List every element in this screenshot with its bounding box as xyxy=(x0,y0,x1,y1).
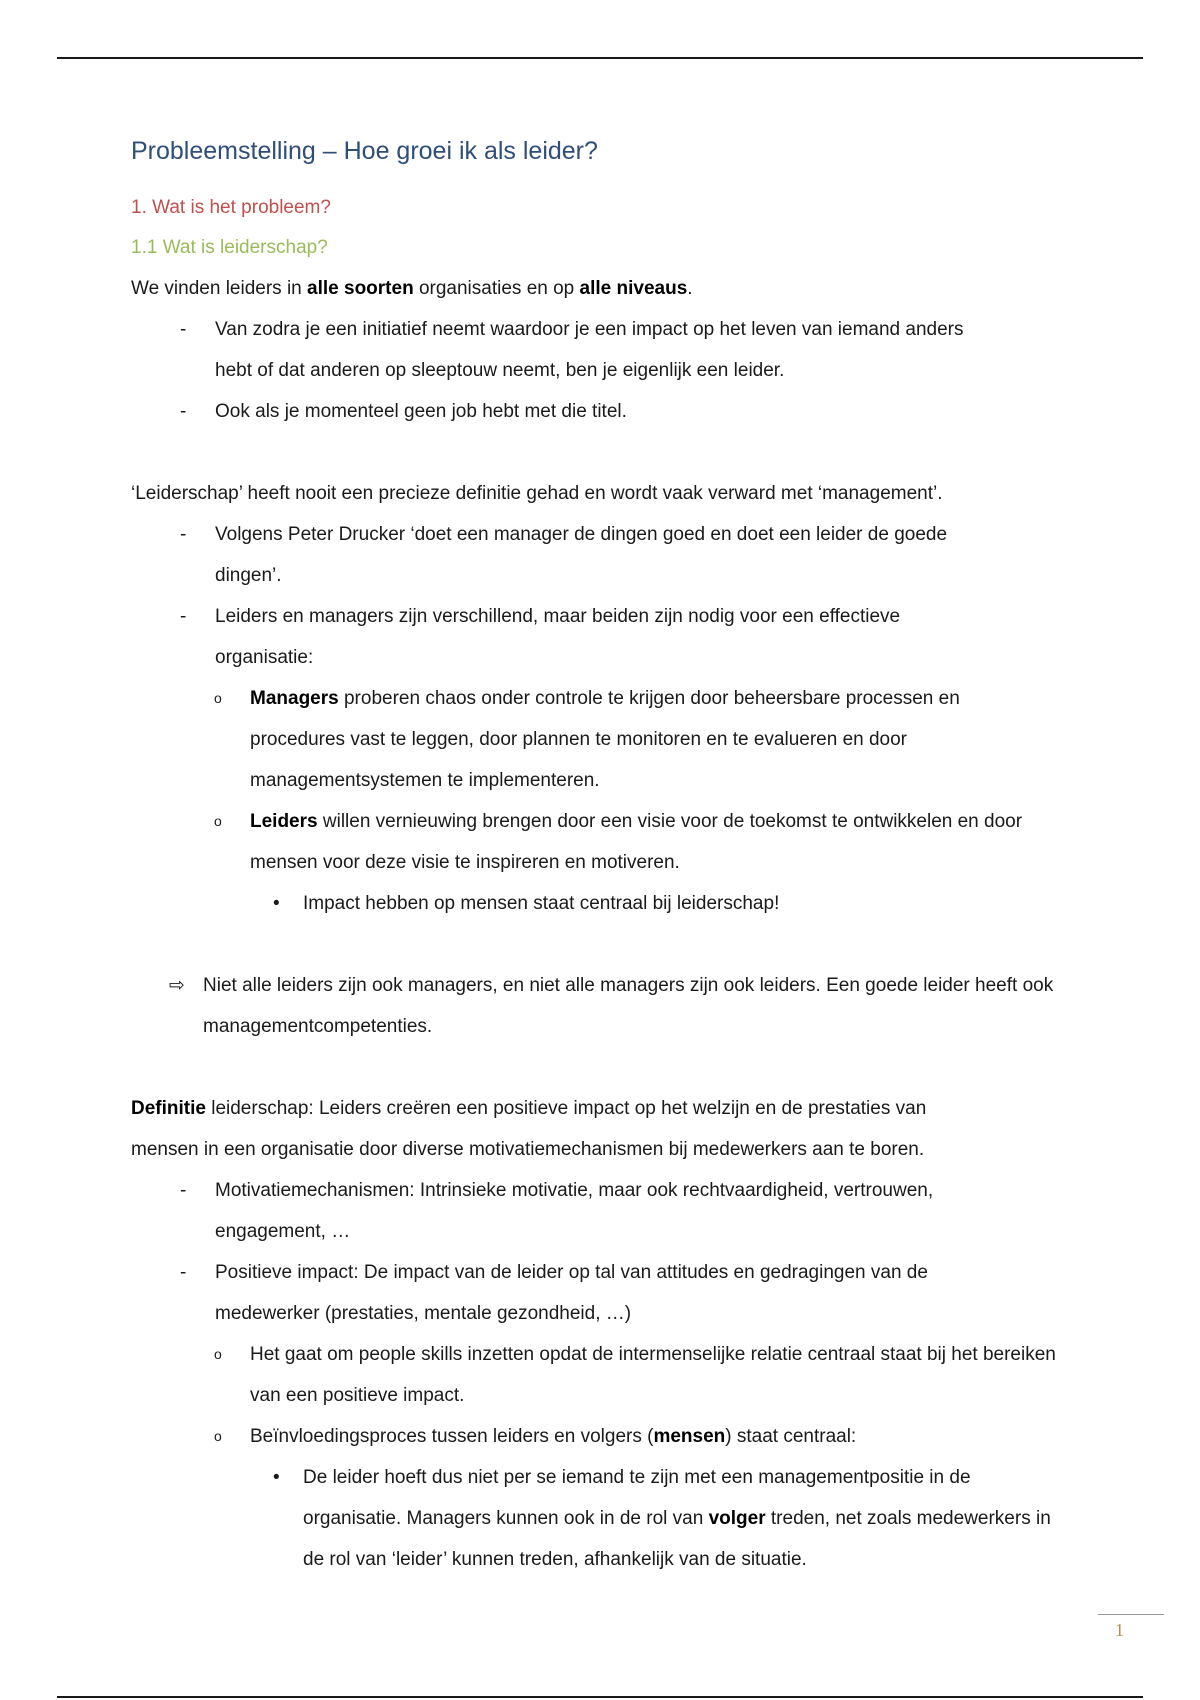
text-run: treden, net zoals medewerkers in de rol van ‘leider’ kunnen treden, afhankelijk van de situatie. xyxy=(303,1508,1051,1570)
sub-sub-list-item xyxy=(131,1457,1063,1580)
dash-marker: - xyxy=(180,606,187,627)
list-item-text: Ook als je momenteel geen job hebt met die titel. xyxy=(215,401,627,422)
list-item xyxy=(131,1252,975,1334)
circle-marker: o xyxy=(214,690,222,706)
bold-text: mensen xyxy=(653,1426,726,1447)
arrow-note-text: Niet alle leiders zijn ook managers, en niet alle managers zijn ook leiders. Een goede leider heeft ook managementcompetenties. xyxy=(203,975,1054,1037)
dash-marker: - xyxy=(180,524,187,545)
dash-marker: - xyxy=(180,319,187,340)
spacer xyxy=(131,1047,1091,1088)
list-item xyxy=(131,391,1091,432)
text-run: De leider hoeft dus niet per se iemand te zijn met een managementpositie in de organisatie. Managers kunnen ook in de rol van xyxy=(303,1467,971,1529)
footer-page-edge xyxy=(57,1696,1143,1698)
paragraph-leadership-definition: ‘Leiderschap’ heeft nooit een precieze definitie gehad en wordt vaak verward met ‘management’. xyxy=(131,483,943,504)
text-run: ) staat centraal: xyxy=(725,1426,857,1447)
sub-list-item xyxy=(131,678,1050,801)
bullet-marker: • xyxy=(273,893,280,914)
dash-marker: - xyxy=(180,1262,187,1283)
text-run: leiderschap: Leiders creëren een positieve impact op het welzijn en de prestaties van mensen in een organisatie door diverse motivatiemechanismen bij medewerkers aan te boren. xyxy=(131,1098,927,1160)
footer-rule xyxy=(1098,1614,1164,1615)
bold-text: alle niveaus xyxy=(579,278,688,299)
spacer xyxy=(131,432,1091,473)
list-item-text: Van zodra je een initiatief neemt waardoor je een impact op het leven van iemand anders hebt of dat anderen op sleeptouw neemt, ben je eigenlijk een leider. xyxy=(215,319,964,381)
text-run: . xyxy=(687,278,693,299)
arrow-right-icon: ⇨ xyxy=(169,975,185,996)
sub-list-item xyxy=(131,1334,1070,1416)
bullet-marker: • xyxy=(273,1467,280,1488)
list-item xyxy=(131,514,975,596)
list-item xyxy=(131,1170,995,1252)
circle-marker: o xyxy=(214,1346,222,1362)
header-rule xyxy=(57,57,1143,59)
paragraph-definition xyxy=(131,1088,991,1170)
sub-list-item xyxy=(131,1416,1091,1457)
list-item xyxy=(131,309,995,391)
bold-text: Managers xyxy=(250,688,339,709)
page-number: 1 xyxy=(1115,1620,1124,1640)
arrow-note xyxy=(131,965,1063,1047)
list-item-text: Motivatiemechanismen: Intrinsieke motivatie, maar ook rechtvaardigheid, vertrouwen, engagement, … xyxy=(215,1180,934,1242)
list-item-text: proberen chaos onder controle te krijgen door beheersbare processen en procedures vast te leggen, door plannen te monitoren en te evalueren en door managementsystemen te implementeren. xyxy=(250,688,960,791)
heading-1-1: 1.1 Wat is leiderschap? xyxy=(131,237,328,258)
text-run: organisaties en op xyxy=(413,278,580,299)
text-run: We vinden leiders in xyxy=(131,278,308,299)
paragraph-leaders-everywhere xyxy=(131,268,1091,309)
list-item-text: Volgens Peter Drucker ‘doet een manager de dingen goed en doet een leider de goede dingen’. xyxy=(215,524,948,586)
bold-text: alle soorten xyxy=(307,278,414,299)
dash-marker: - xyxy=(180,1180,187,1201)
circle-marker: o xyxy=(214,813,222,829)
list-item-text: willen vernieuwing brengen door een visie voor de toekomst te ontwikkelen en door mensen voor deze visie te inspireren en motiveren. xyxy=(250,811,1023,873)
spacer xyxy=(131,924,1091,965)
sub-sub-list-item xyxy=(131,883,1091,924)
document-body xyxy=(131,130,1091,1580)
bold-text: Leiders xyxy=(250,811,318,832)
dash-marker: - xyxy=(180,401,187,422)
bold-text: Definitie xyxy=(131,1098,206,1119)
list-item-text: Leiders en managers zijn verschillend, maar beiden zijn nodig voor een effectieve organisatie: xyxy=(215,606,901,668)
bold-text: volger xyxy=(708,1508,766,1529)
list-item-text: Impact hebben op mensen staat centraal bij leiderschap! xyxy=(303,893,780,914)
list-item-text: Het gaat om people skills inzetten opdat de intermenselijke relatie centraal staat bij het bereiken van een positieve impact. xyxy=(250,1344,1056,1406)
list-item xyxy=(131,596,955,678)
page-title: Probleemstelling – Hoe groei ik als leider? xyxy=(131,137,598,165)
list-item-text: Positieve impact: De impact van de leider op tal van attitudes en gedragingen van de medewerker (prestaties, mentale gezondheid, …) xyxy=(215,1262,928,1324)
circle-marker: o xyxy=(214,1428,222,1444)
text-run: Beïnvloedingsproces tussen leiders en volgers ( xyxy=(250,1426,654,1447)
heading-1: 1. Wat is het probleem? xyxy=(131,197,331,218)
sub-list-item xyxy=(131,801,1070,883)
